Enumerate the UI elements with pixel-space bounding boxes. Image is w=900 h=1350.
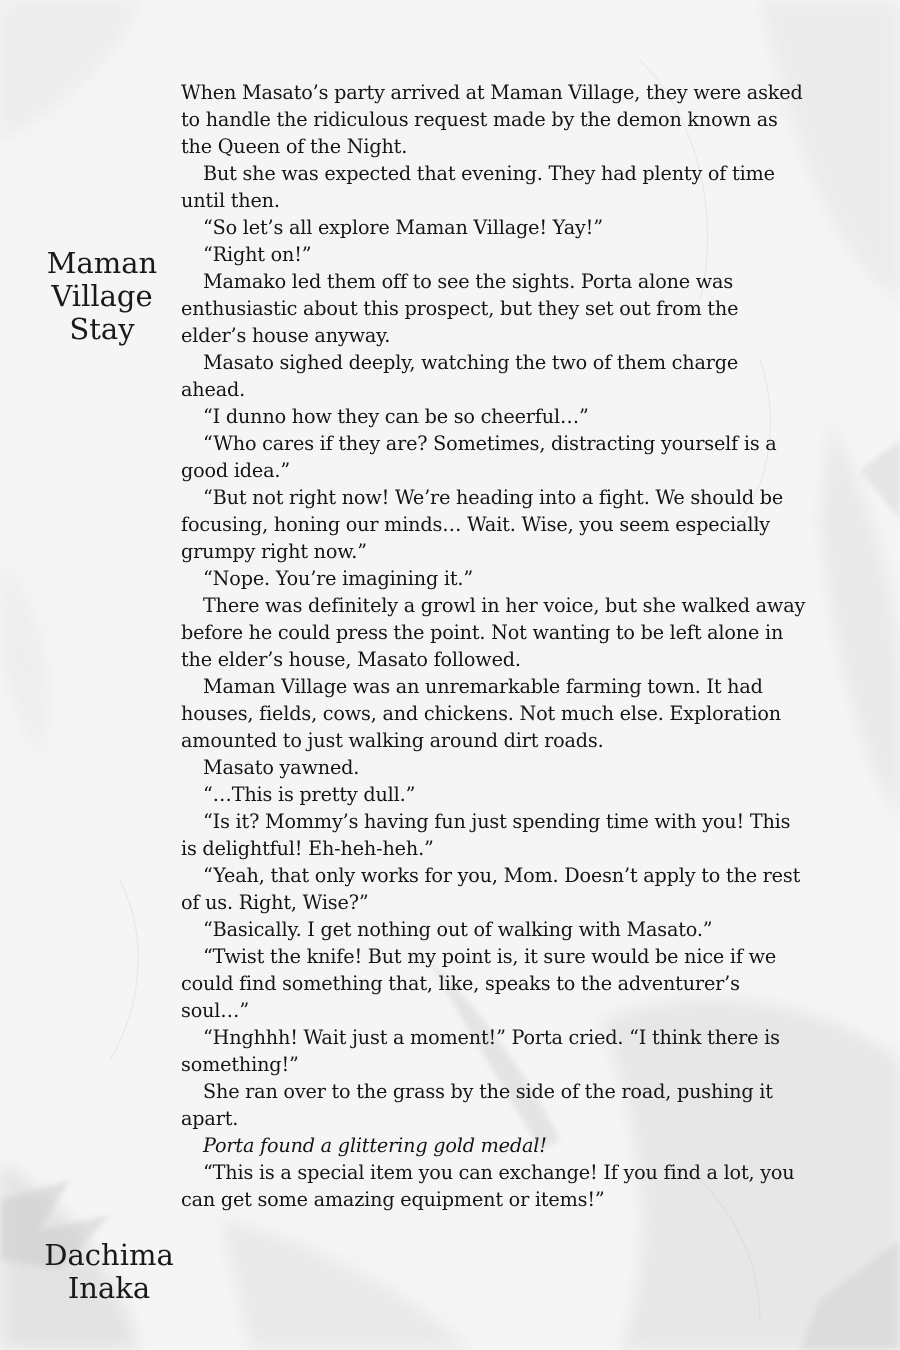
chapter-title-running-head [40,247,164,346]
paragraph: “Twist the knife! But my point is, it sure would be nice if we could find something that, like, speaks to the adventurer’s soul…” [181,945,777,1022]
author-name-line: Inaka [67,1271,151,1305]
paragraph: “Yeah, that only works for you, Mom. Doesn’t apply to the rest of us. Right, Wise?” [181,864,801,914]
chapter-title-line: Maman [46,246,158,280]
paragraph: Mamako led them off to see the sights. Porta alone was enthusiastic about this prospect, but they set out from the elder’s house anyway. [181,270,739,347]
italic-game-message: Porta found a glittering gold medal! [203,1134,547,1157]
page-body-text [181,79,807,1213]
chapter-title-line: Stay [69,312,135,346]
paragraph: “Nope. You’re imagining it.” [203,567,473,590]
chapter-title-line: Village [51,279,153,313]
paragraph: “So let’s all explore Maman Village! Yay!” [203,216,603,239]
paragraph: She ran over to the grass by the side of the road, pushing it apart. [181,1080,773,1130]
paragraph: “Hnghhh! Wait just a moment!” Porta cried. “I think there is something!” [181,1026,780,1076]
author-running-foot [36,1239,182,1305]
paragraph: Masato yawned. [203,756,360,779]
paragraph: Masato sighed deeply, watching the two of them charge ahead. [181,351,739,401]
paragraph: Maman Village was an unremarkable farming town. It had houses, fields, cows, and chickens. Not much else. Exploration amounted to just walking around dirt roads. [181,675,781,752]
paragraph: There was definitely a growl in her voice, but she walked away before he could press the point. Not wanting to be left alone in the elder’s house, Masato followed. [181,594,806,671]
paragraph: “Basically. I get nothing out of walking with Masato.” [203,918,713,941]
paragraph: “Is it? Mommy’s having fun just spending time with you! This is delightful! Eh-heh-heh.” [181,810,791,860]
paragraph: “But not right now! We’re heading into a fight. We should be focusing, honing our minds… Wait. Wise, you seem especially grumpy right now.” [181,486,784,563]
paragraph: “Who cares if they are? Sometimes, distracting yourself is a good idea.” [181,432,777,482]
paragraph: But she was expected that evening. They had plenty of time until then. [181,162,775,212]
paragraph: “I dunno how they can be so cheerful…” [203,405,589,428]
author-name-line: Dachima [44,1238,174,1272]
paragraph: “…This is pretty dull.” [203,783,416,806]
paragraph: “This is a special item you can exchange! If you find a lot, you can get some amazing equipment or items!” [181,1161,795,1211]
paragraph: When Masato’s party arrived at Maman Village, they were asked to handle the ridiculous request made by the demon known as the Queen of the Night. [181,81,803,158]
paragraph: “Right on!” [203,243,312,266]
